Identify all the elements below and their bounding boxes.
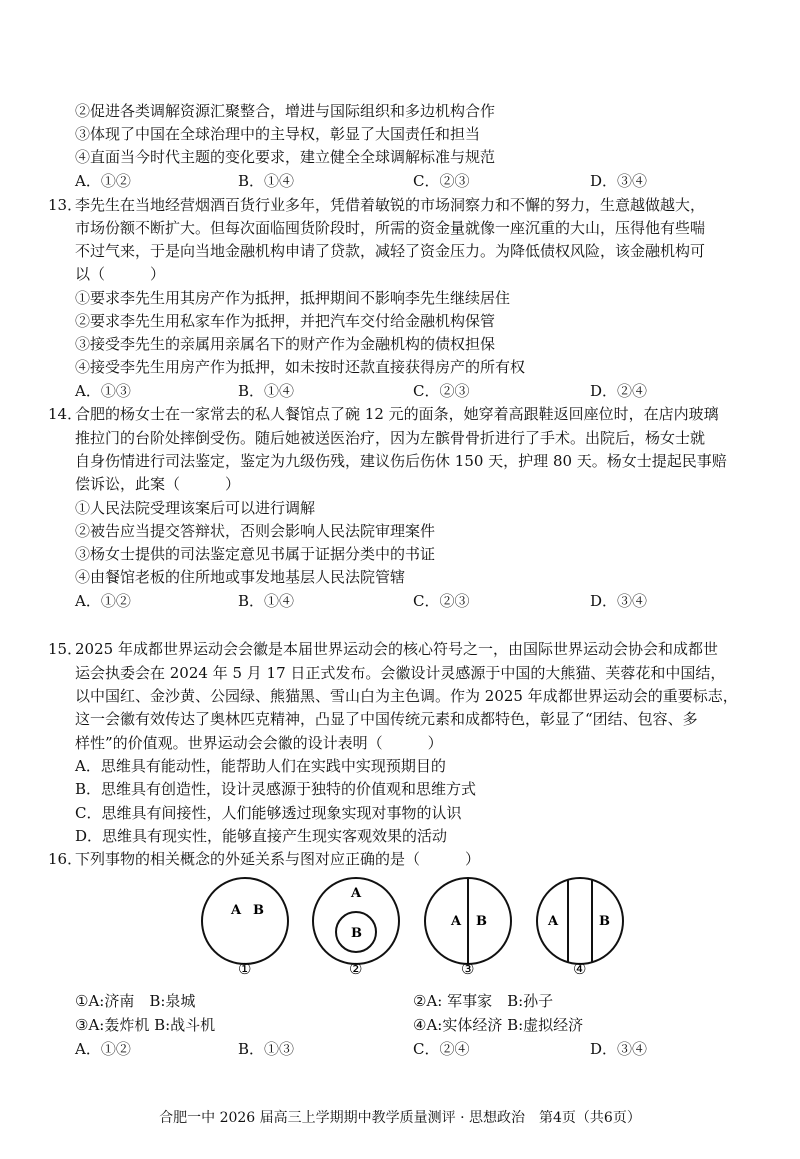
diagram-3-label-b: B — [476, 914, 487, 929]
q16-option-c: C．②④ — [413, 1040, 470, 1058]
diagram-2-label-a: A — [351, 886, 362, 901]
q14-item-1: ①人民法院受理该案后可以进行调解 — [75, 499, 316, 517]
q13-stem-line: 市场份额不断扩大。但每次面临囤货阶段时，所需的资金量就像一座沉重的大山，压得他有些喘 — [75, 219, 706, 237]
diagram-4-caption: ④ — [573, 960, 587, 978]
q13-item-3: ③接受李先生的亲属用亲属名下的财产作为金融机构的债权担保 — [75, 335, 496, 353]
q12-option-c: C．②③ — [413, 172, 470, 190]
q15-option-c: C．思维具有间接性，人们能够透过现象实现对事物的认识 — [75, 804, 462, 822]
q15-stem-line: 样性”的价值观。世界运动会会徽的设计表明（ ） — [75, 734, 443, 752]
q16-pair-1: ①A:济南 B:泉城 — [75, 992, 196, 1010]
q14-item-4: ④由餐馆老板的住所地或事发地基层人民法院管辖 — [75, 568, 406, 586]
q14-option-b: B．①④ — [238, 592, 295, 610]
q12-option-b: B．①④ — [238, 172, 295, 190]
diagram-1-label-b: B — [253, 903, 264, 918]
diagram-2-label-b: B — [351, 926, 362, 941]
diagram-4 — [537, 878, 623, 978]
diagram-1-circle — [202, 878, 288, 964]
q13-option-c: C．②③ — [413, 382, 470, 400]
venn-diagrams — [198, 872, 618, 982]
q16-pair-2: ②A: 军事家 B:孙子 — [413, 992, 554, 1010]
q16-pair-3: ③A:轰炸机 B:战斗机 — [75, 1016, 216, 1034]
q14-stem-line: 自身伤情进行司法鉴定，鉴定为九级伤残，建议伤后伤休 150 天，护理 80 天。杨女士提起民事赔 — [75, 452, 727, 470]
page-footer: 合肥一中 2026 届高三上学期期中教学质量测评 · 思想政治 第4页（共6页） — [159, 1110, 641, 1126]
diagram-1-label-a: A — [231, 903, 242, 918]
q14-option-a: A．①② — [75, 592, 131, 610]
q14-stem-line: 偿诉讼，此案（ ） — [75, 475, 241, 493]
q15-stem-line: 2025 年成都世界运动会会徽是本届世界运动会的核心符号之一，由国际世界运动会协会和成都世 — [75, 640, 718, 658]
q12-item-4: ④直面当今时代主题的变化要求，建立健全全球调解标准与规范 — [75, 148, 496, 166]
q13-stem-line: 李先生在当地经营烟酒百货行业多年，凭借着敏锐的市场洞察力和不懈的努力，生意越做越大， — [75, 196, 706, 214]
q12-item-2: ②促进各类调解资源汇聚整合，增进与国际组织和多边机构合作 — [75, 102, 496, 120]
q12-option-a: A．①② — [75, 172, 131, 190]
q14-item-2: ②被告应当提交答辩状，否则会影响人民法院审理案件 — [75, 522, 436, 540]
q14-option-c: C．②③ — [413, 592, 470, 610]
q14-number: 14． — [48, 405, 83, 423]
q16-stem: 下列事物的相关概念的外延关系与图对应正确的是（ ） — [75, 850, 481, 868]
q15-number: 15． — [48, 640, 83, 658]
q15-stem-line: 运会执委会在 2024 年 5 月 17 日正式发布。会徽设计灵感源于中国的大熊猫、芙蓉花和中国结， — [75, 664, 726, 682]
q14-stem-line: 推拉门的台阶处摔倒受伤。随后她被送医治疗，因为左髌骨骨折进行了手术。出院后，杨女士就 — [75, 429, 706, 447]
q15-stem-line: 以中国红、金沙黄、公园绿、熊猫黑、雪山白为主色调。作为 2025 年成都世界运动会的重要标志， — [75, 687, 738, 705]
diagram-4-label-a: A — [548, 914, 559, 929]
q13-option-b: B．①④ — [238, 382, 295, 400]
q16-option-a: A．①② — [75, 1040, 131, 1058]
q14-option-d: D．③④ — [590, 592, 648, 610]
q14-stem-line: 合肥的杨女士在一家常去的私人餐馆点了碗 12 元的面条，她穿着高跟鞋返回座位时，在店内玻璃 — [75, 405, 719, 423]
diagram-2 — [313, 878, 399, 978]
q13-stem-line: 不过气来，于是向当地金融机构申请了贷款，减轻了资金压力。为降低债权风险，该金融机构可 — [75, 242, 706, 260]
q15-stem-line: 这一会徽有效传达了奥林匹克精神，凸显了中国传统元素和成都特色，彰显了“团结、包容、多 — [75, 710, 698, 728]
q13-stem-line: 以（ ） — [75, 265, 166, 283]
q13-item-1: ①要求李先生用其房产作为抵押，抵押期间不影响李先生继续居住 — [75, 289, 511, 307]
q12-option-d: D．③④ — [590, 172, 648, 190]
diagram-2-caption: ② — [349, 960, 363, 978]
q14-item-3: ③杨女士提供的司法鉴定意见书属于证据分类中的书证 — [75, 545, 436, 563]
diagram-3-caption: ③ — [461, 960, 475, 978]
diagram-1 — [202, 878, 288, 978]
q12-item-3: ③体现了中国在全球治理中的主导权，彰显了大国责任和担当 — [75, 125, 481, 143]
q16-option-b: B．①③ — [238, 1040, 295, 1058]
diagram-3-label-a: A — [451, 914, 462, 929]
q13-number: 13． — [48, 196, 83, 214]
q16-pair-4: ④A:实体经济 B:虚拟经济 — [413, 1016, 584, 1034]
diagram-4-label-b: B — [599, 914, 610, 929]
q15-option-d: D．思维具有现实性，能够直接产生现实客观效果的活动 — [75, 827, 448, 845]
q16-number: 16． — [48, 850, 83, 868]
q13-item-2: ②要求李先生用私家车作为抵押，并把汽车交付给金融机构保管 — [75, 312, 496, 330]
q13-option-a: A．①③ — [75, 382, 131, 400]
q13-item-4: ④接受李先生用房产作为抵押，如未按时还款直接获得房产的所有权 — [75, 358, 526, 376]
q16-option-d: D．③④ — [590, 1040, 648, 1058]
q15-option-b: B．思维具有创造性，设计灵感源于独特的价值观和思维方式 — [75, 780, 477, 798]
q13-option-d: D．②④ — [590, 382, 648, 400]
diagram-1-caption: ① — [238, 960, 252, 978]
diagram-3 — [425, 878, 511, 978]
q15-option-a: A．思维具有能动性，能帮助人们在实践中实现预期目的 — [75, 757, 446, 775]
